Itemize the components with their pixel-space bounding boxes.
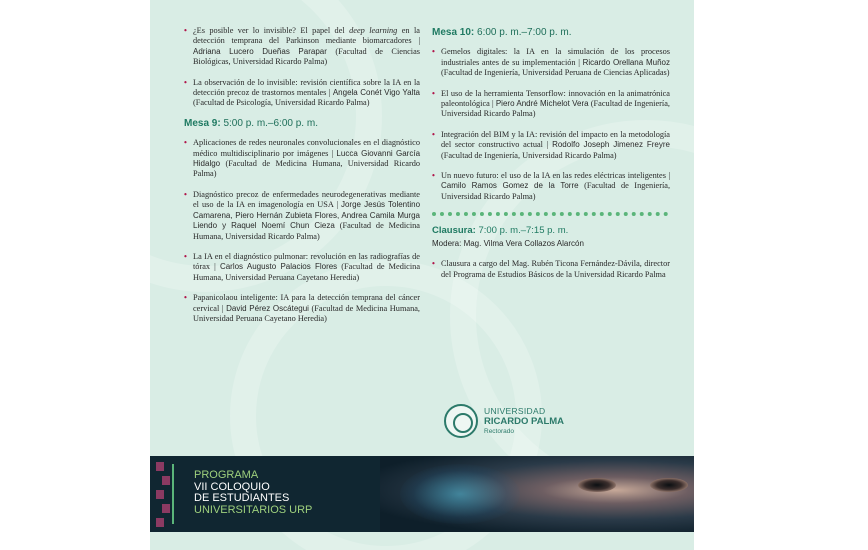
session-heading-mesa-10: Mesa 10: 6:00 p. m.–7:00 p. m.	[432, 27, 572, 38]
talk-title: La observación de lo invisible: revisión científica sobre la IA en la detección precoz de trastornos mentales	[193, 77, 420, 98]
bullet-icon: •	[432, 171, 435, 181]
talk-title: La IA en el diagnóstico pulmonar: revolución en las radiografías de tórax	[193, 251, 420, 272]
list-item: • Un nuevo futuro: el uso de la IA en las redes eléctricas inteligentes | Camilo Ramos Gomez de la Torre (Facultad de Ingeniería, Universidad Ricardo Palma)	[432, 171, 671, 201]
program-page	[150, 0, 694, 550]
university-logo	[444, 404, 604, 442]
bullet-icon: •	[184, 26, 187, 35]
bullet-icon: •	[184, 251, 187, 261]
list-item: • Gemelos digitales: la IA en la simulación de los procesos industriales antes de su implementación | Ricardo Orellana Muñoz (Facultad de Ingeniería, Universidad Peruana de Ciencias Aplicadas)	[432, 47, 671, 78]
list-item: • El uso de la herramienta Tensorflow: innovación en la animatrónica paleontológica | Piero André Michelot Vera (Facultad de Ingeniería, Universidad Ricardo Palma)	[432, 88, 670, 119]
author-names: Adriana Lucero Dueñas Parapar	[193, 46, 327, 56]
list-item: • Diagnóstico precoz de enfermedades neurodegenerativas mediante el uso de la IA en imagenología en USA | Jorge Jesús Tolentino Camarena, Piero Hernán Zubieta Flores, Andrea Camila Murga Liendo y Raquel Noemí Chun Cieza (Facultad de Medicina Humana, Universidad Ricardo Palma)	[184, 189, 421, 241]
logo-line-1: UNIVERSIDAD	[484, 406, 546, 416]
list-item	[432, 259, 670, 280]
author-names: David Pérez Oscátegui	[226, 303, 309, 313]
bullet-icon: •	[432, 129, 435, 139]
author-names: Rodolfo Joseph Jimenez Freyre	[552, 140, 670, 150]
talk-title: Aplicaciones de redes neuronales convolucionales en el diagnóstico médico multidisciplinario por imágenes	[193, 138, 420, 158]
bullet-icon: •	[184, 138, 187, 148]
session-time: 6:00 p. m.–7:00 p. m.	[477, 27, 572, 38]
left-column	[184, 26, 420, 334]
author-names: Piero André Michelot Vera	[495, 99, 589, 109]
affiliation: (Facultad de Ciencias Biológicas, Universidad Ricardo Palma)	[193, 46, 421, 67]
decor-square	[162, 476, 170, 485]
eye-image	[578, 478, 616, 492]
author-names: Ricardo Orellana Muñoz	[582, 57, 671, 67]
bullet-icon: •	[184, 189, 187, 199]
decor-square	[156, 462, 164, 471]
talk-title: Papanicolaou inteligente: IA para la detección temprana del cáncer cervical	[193, 293, 420, 313]
author-names: Jorge Jesús Tolentino Camarena, Piero Hernán Zubieta Flores, Andrea Camila Murga Liendo y Raquel Noemí Chun Cieza	[193, 200, 421, 231]
dotted-divider	[432, 212, 668, 216]
talk-title: Diagnóstico precoz de enfermedades neurodegenerativas mediante el uso de la IA en imagenología en USA	[193, 189, 420, 210]
list-item: • Aplicaciones de redes neuronales convolucionales en el diagnóstico médico multidisciplinario por imágenes | Lucca Giovanni García Hidalgo (Facultad de Medicina Humana, Universidad Ricardo Palma)	[184, 138, 421, 179]
author-names: Angela Conét Vigo Yalta	[332, 88, 421, 98]
decor-square	[156, 490, 164, 499]
affiliation: (Facultad de Medicina Humana, Universidad Ricardo Palma)	[193, 221, 420, 241]
bullet-icon: •	[432, 47, 435, 57]
decor-square	[156, 518, 164, 527]
talk-title: El uso de la herramienta Tensorflow: innovación en la animatrónica paleontológica	[441, 88, 670, 109]
affiliation: (Facultad de Ingeniería, Universidad Ricardo Palma)	[441, 150, 617, 160]
banner-title: PROGRAMA VII COLOQUIO DE ESTUDIANTES UNIVERSITARIOS URP	[194, 469, 313, 516]
moderator-line: Modera: Mag. Vilma Vera Collazos Alarcón	[432, 238, 584, 248]
session-heading-clausura: Clausura: 7:00 p. m.–7:15 p. m.	[432, 225, 569, 237]
university-seal-icon	[444, 404, 478, 438]
footer-banner	[150, 456, 694, 532]
bullet-icon: •	[432, 259, 435, 269]
affiliation: (Facultad de Medicina Humana, Universidad Peruana Cayetano Heredia)	[193, 303, 420, 323]
session-time: 7:00 p. m.–7:15 p. m.	[478, 225, 569, 237]
bullet-icon: •	[432, 88, 435, 98]
session-time: 5:00 p. m.–6:00 p. m.	[223, 117, 318, 129]
bullet-icon: •	[184, 293, 187, 303]
list-item: • ¿Es posible ver lo invisible? El papel del deep learning en la detección temprana del Parkinson mediante biomarcadores | Adriana Lucero Dueñas Parapar (Facultad de Ciencias Biológicas, Universidad Ricardo Palma)	[184, 26, 421, 67]
list-item: • Papanicolaou inteligente: IA para la detección temprana del cáncer cervical | David Pérez Oscátegui (Facultad de Medicina Humana, Universidad Peruana Cayetano Heredia)	[184, 293, 420, 323]
affiliation: (Facultad de Psicología, Universidad Ricardo Palma)	[193, 98, 370, 108]
list-item: • La IA en el diagnóstico pulmonar: revolución en las radiografías de tórax | Carlos Augusto Palacios Flores (Facultad de Medicina Humana, Universidad Peruana Cayetano Heredia)	[184, 251, 420, 282]
talk-title: Gemelos digitales: la IA en la simulación de los procesos industriales antes de su implementación	[441, 47, 670, 67]
bullet-icon: •	[184, 77, 187, 87]
affiliation: (Facultad de Ingeniería, Universidad Ricardo Palma)	[441, 99, 670, 119]
affiliation: (Facultad de Medicina Humana, Universidad Ricardo Palma)	[193, 159, 420, 179]
banner-accent-bar	[172, 464, 174, 524]
author-names: Carlos Augusto Palacios Flores	[219, 262, 338, 272]
banner-glow-image	[400, 464, 520, 524]
emphasis-text: deep learning	[349, 26, 398, 35]
right-column	[432, 26, 670, 290]
logo-line-2: RICARDO PALMA	[484, 416, 565, 427]
affiliation: (Facultad de Ingeniería, Universidad Peruana de Ciencias Aplicadas)	[441, 68, 670, 78]
author-names: Lucca Giovanni García Hidalgo	[193, 148, 421, 169]
talk-title: Integración del BIM y la IA: revisión del impacto en la metodología del sector constructivo actual	[441, 129, 670, 150]
talk-title: Un nuevo futuro: el uso de la IA en las redes eléctricas inteligentes	[441, 171, 666, 181]
author-names: Camilo Ramos Gomez de la Torre	[441, 181, 579, 191]
decor-square	[162, 504, 170, 513]
talk-title: Clausura a cargo del Mag. Rubén Ticona Fernández-Dávila, director del Programa de Estudios Básicos de la Universidad Ricardo Palma	[441, 259, 670, 279]
eye-image	[650, 478, 688, 492]
logo-line-3: Rectorado	[484, 428, 514, 435]
affiliation: (Facultad de Medicina Humana, Universidad Peruana Cayetano Heredia)	[193, 262, 420, 282]
affiliation: (Facultad de Ingeniería, Universidad Ricardo Palma)	[441, 181, 671, 201]
session-heading-mesa-9: Mesa 9: 5:00 p. m.–6:00 p. m.	[184, 117, 318, 129]
list-item: • La observación de lo invisible: revisión científica sobre la IA en la detección precoz de trastornos mentales | Angela Conét Vigo Yalta (Facultad de Psicología, Universidad Ricardo Palma)	[184, 77, 421, 108]
list-item: • Integración del BIM y la IA: revisión del impacto en la metodología del sector constructivo actual | Rodolfo Joseph Jimenez Freyre (Facultad de Ingeniería, Universidad Ricardo Palma)	[432, 129, 670, 160]
